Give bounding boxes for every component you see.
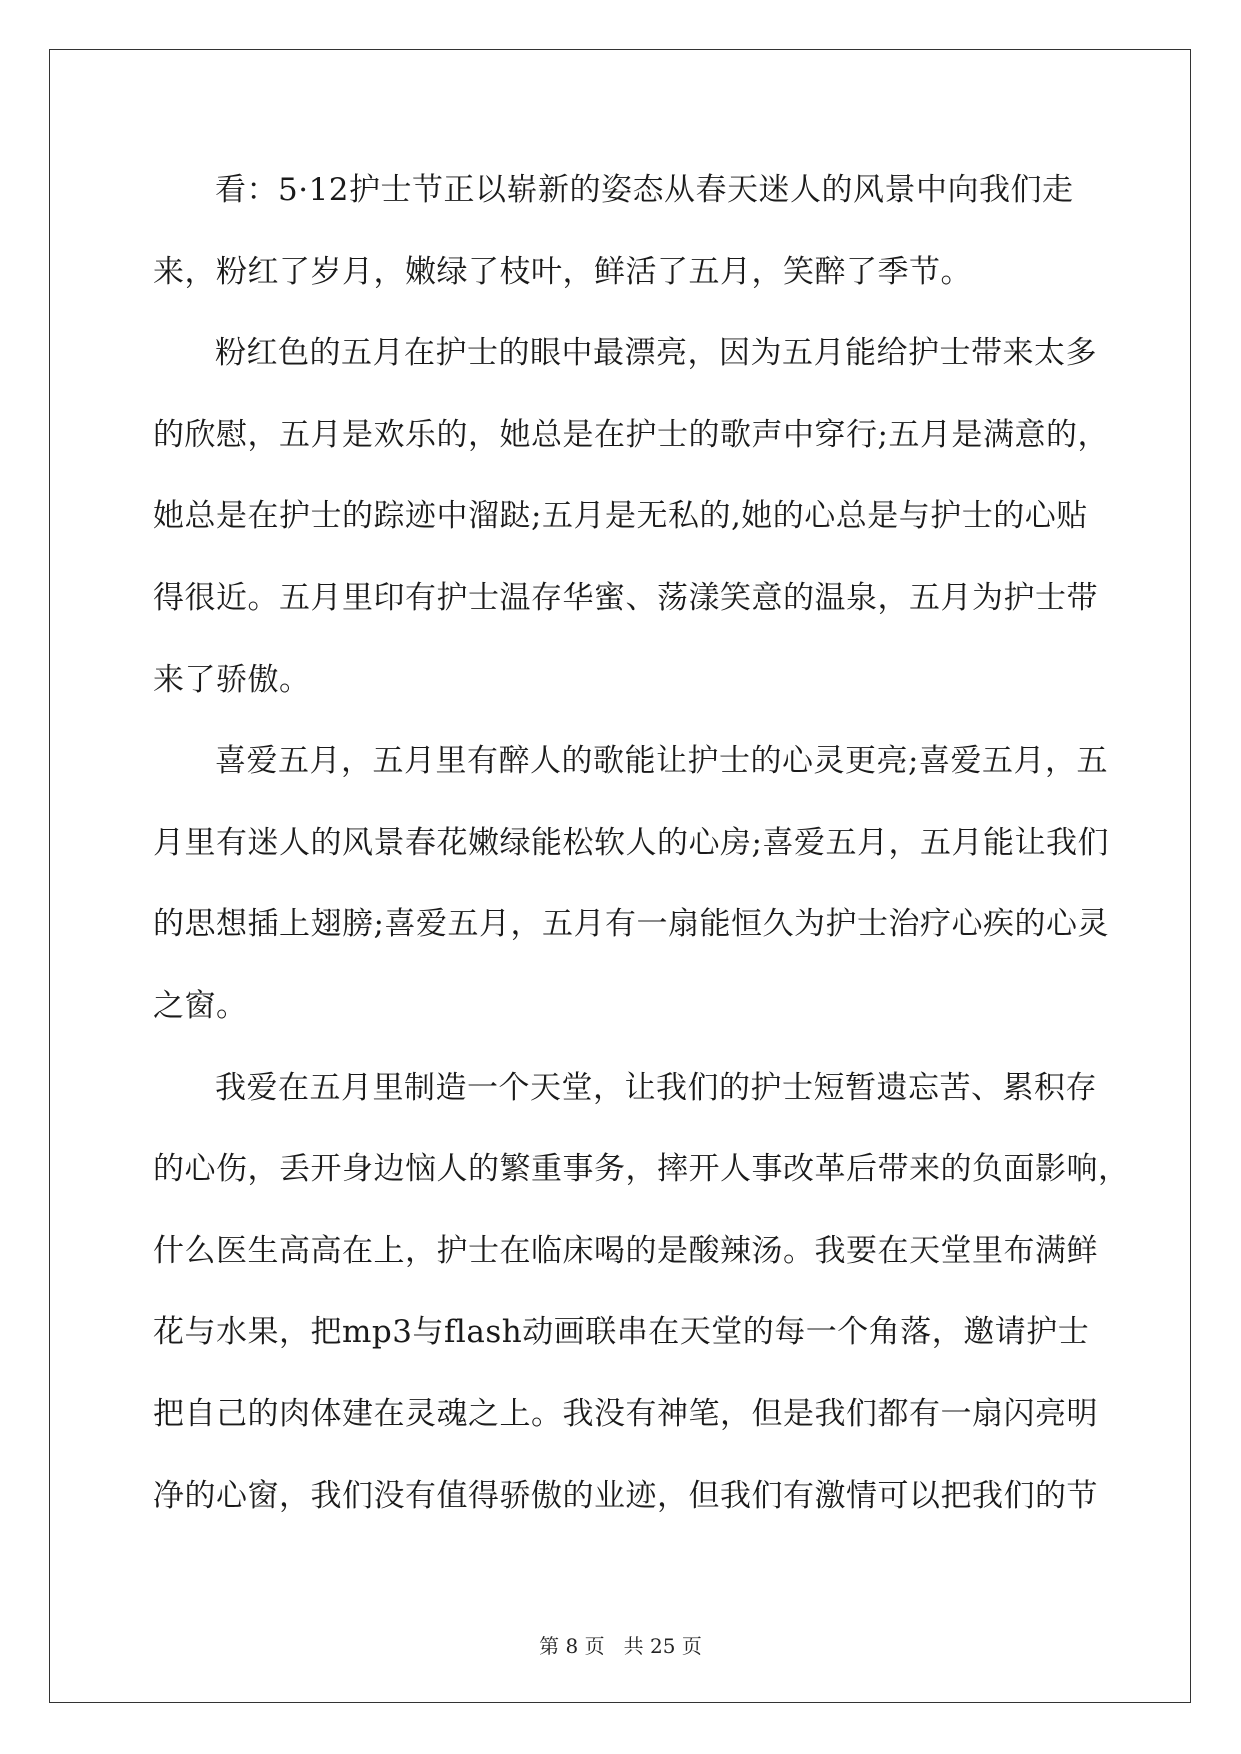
- page-number-footer: 第 8 页 共 25 页: [539, 1634, 702, 1658]
- text-line: 的思想插上翅膀;喜爱五月，五月有一扇能恒久为护士治疗心疾的心灵: [153, 906, 1109, 943]
- text-line: 净的心窗，我们没有值得骄傲的业迹，但我们有激情可以把我们的节: [153, 1477, 1098, 1514]
- text-line: 花与水果，把mp3与flash动画联串在天堂的每一个角落，邀请护士: [153, 1314, 1090, 1351]
- text-line: 得很近。五月里印有护士温存华蜜、荡漾笑意的温泉，五月为护士带: [153, 579, 1098, 616]
- text-line: 把自己的肉体建在灵魂之上。我没有神笔，但是我们都有一扇闪亮明: [153, 1395, 1098, 1432]
- text-line: 的心伤，丢开身边恼人的繁重事务，摔开人事改革后带来的负面影响，: [153, 1151, 1130, 1188]
- text-line: 我爱在五月里制造一个天堂，让我们的护士短暂遗忘苦、累积存: [215, 1069, 1097, 1106]
- text-line: 来，粉红了岁月，嫩绿了枝叶，鲜活了五月，笑醉了季节。: [153, 253, 972, 290]
- text-line: 看：5·12护士节正以崭新的姿态从春天迷人的风景中向我们走: [215, 172, 1074, 208]
- text-line: 粉红色的五月在护士的眼中最漂亮，因为五月能给护士带来太多: [215, 335, 1097, 372]
- text-line: 她总是在护士的踪迹中溜跶;五月是无私的,她的心总是与护士的心贴: [153, 498, 1088, 535]
- text-line: 的欣慰，五月是欢乐的，她总是在护士的歌声中穿行;五月是满意的，: [153, 416, 1109, 453]
- text-line: 什么医生高高在上，护士在临床喝的是酸辣汤。我要在天堂里布满鲜: [153, 1232, 1098, 1269]
- text-line: 来了骄傲。: [153, 661, 311, 698]
- text-line: 之窗。: [153, 987, 248, 1024]
- document-body: [153, 162, 1130, 1549]
- text-line: 月里有迷人的风景春花嫩绿能松软人的心房;喜爱五月，五月能让我们: [153, 824, 1109, 861]
- text-line: 喜爱五月，五月里有醉人的歌能让护士的心灵更亮;喜爱五月，五: [215, 743, 1108, 780]
